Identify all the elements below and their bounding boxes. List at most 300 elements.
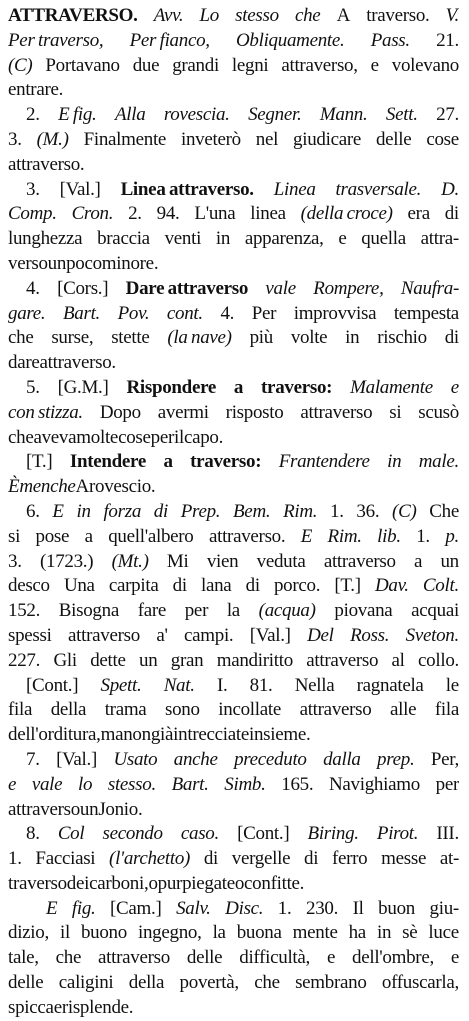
word: delle xyxy=(186,947,223,969)
text-line xyxy=(8,822,459,847)
word: un xyxy=(47,252,67,274)
word: il xyxy=(59,922,70,944)
text-line xyxy=(8,202,459,227)
word: risposto xyxy=(225,401,284,423)
word: Linea attraverso. xyxy=(120,178,254,200)
word: Rim. xyxy=(327,525,362,547)
word: 152. xyxy=(8,600,41,622)
text-line xyxy=(8,227,459,252)
section-number: 3. xyxy=(26,178,40,200)
word: si xyxy=(389,401,402,423)
word: Mi xyxy=(166,550,189,572)
word: Lo xyxy=(199,5,219,26)
word: Intendere xyxy=(69,451,146,473)
word: rischio xyxy=(377,327,427,349)
word: Mann. xyxy=(319,104,368,126)
word: Bisogna xyxy=(58,600,119,622)
section-number: 2. xyxy=(26,104,40,126)
word: secondo xyxy=(102,823,163,845)
word: delle xyxy=(375,128,412,150)
word: in xyxy=(215,228,231,250)
word: acquai xyxy=(411,600,459,622)
word: entrare. xyxy=(8,79,64,101)
word: a' xyxy=(156,624,168,646)
word: attraverso xyxy=(98,947,170,969)
word: stesso xyxy=(235,5,279,26)
word: Dopo xyxy=(99,401,141,423)
word: vien xyxy=(206,550,239,572)
word: 3. xyxy=(8,550,22,572)
text-line xyxy=(8,574,459,599)
word: di xyxy=(153,500,168,522)
word: attra- xyxy=(420,228,459,250)
word: più xyxy=(249,327,273,349)
text-line xyxy=(8,674,459,699)
word: 1. xyxy=(8,848,22,870)
text-line xyxy=(8,624,459,649)
text-line xyxy=(8,723,459,748)
word: E fig. xyxy=(58,104,97,126)
word: ma xyxy=(100,724,124,746)
word: difficultà, xyxy=(239,947,310,969)
word: Rispondere xyxy=(126,376,217,398)
word: di xyxy=(304,848,319,870)
word: preceduto xyxy=(234,748,307,770)
word: lo xyxy=(77,773,93,795)
word: di xyxy=(444,327,459,349)
word: E xyxy=(52,500,64,522)
word: Nella xyxy=(294,674,335,696)
word: collo. xyxy=(418,649,459,671)
word: dalla xyxy=(323,748,361,770)
word: Nat. xyxy=(163,674,195,696)
word: traverso: xyxy=(190,451,262,473)
word: volte xyxy=(290,327,328,349)
word: cose xyxy=(118,426,151,448)
word: messe xyxy=(381,848,427,870)
word: già xyxy=(150,724,174,746)
word: surse, xyxy=(51,327,94,349)
word: e xyxy=(338,228,347,250)
word: attraverso xyxy=(8,798,80,820)
word: attraverso xyxy=(323,550,396,572)
text-line xyxy=(8,773,459,798)
word: venti xyxy=(164,228,202,250)
word: legni xyxy=(231,54,269,76)
word: buon xyxy=(378,897,415,919)
word: mente xyxy=(292,922,338,944)
word: per xyxy=(150,426,174,448)
word: quell'albero xyxy=(108,525,194,547)
word: prep. xyxy=(377,748,415,770)
text-line xyxy=(8,649,459,674)
word: avermi xyxy=(157,401,209,423)
word: dare xyxy=(8,352,40,374)
word: per xyxy=(184,600,209,622)
word: grandi xyxy=(172,54,219,76)
word: [Val.] xyxy=(59,178,101,200)
word: tempesta xyxy=(393,302,459,324)
word: vergelle xyxy=(231,848,291,870)
word: inveterò xyxy=(181,128,241,150)
word: dell'orditura, xyxy=(8,724,101,746)
word: 81. xyxy=(249,674,273,696)
word: che xyxy=(55,947,82,969)
word: (la nave) xyxy=(167,327,232,349)
word: vale xyxy=(31,773,63,795)
word: Biring. xyxy=(307,823,359,845)
word: attraverso. xyxy=(208,525,286,547)
word: Bart. xyxy=(171,773,209,795)
word: Malamente xyxy=(350,376,433,398)
word: che xyxy=(254,972,280,994)
word: E xyxy=(300,525,313,547)
word: attraverso. xyxy=(8,153,85,175)
section-number: 8. xyxy=(26,823,40,845)
section-number: 4. xyxy=(26,277,40,299)
word: giu- xyxy=(429,897,459,919)
word: un xyxy=(440,550,459,572)
text-line xyxy=(8,178,459,203)
text-line xyxy=(8,847,459,872)
word: risplende. xyxy=(61,996,134,1018)
word: Per xyxy=(251,302,277,324)
word: di xyxy=(444,203,459,225)
word: campi. xyxy=(184,624,234,646)
section-number: 6. xyxy=(26,500,40,522)
word: Rompere, xyxy=(313,277,384,299)
word: alle xyxy=(390,699,417,721)
word: (1723.) xyxy=(39,550,94,572)
word: attraverso xyxy=(306,649,379,671)
word: stette xyxy=(111,327,150,349)
word: dette xyxy=(90,649,126,671)
word: cont. xyxy=(166,302,203,324)
word: 36. xyxy=(356,500,380,522)
word: sono xyxy=(165,699,200,721)
word: male. xyxy=(418,451,459,473)
word: Che xyxy=(429,500,459,522)
word: confitte. xyxy=(244,872,305,894)
word: che xyxy=(294,5,321,26)
word: Colt. xyxy=(422,575,459,597)
word: I. xyxy=(216,674,228,696)
section-number: 7. xyxy=(26,748,40,770)
word: caso. xyxy=(180,823,219,845)
word: III. xyxy=(436,823,459,845)
text-line xyxy=(8,475,459,500)
word: Navighiamo xyxy=(329,773,420,795)
word: Jonio. xyxy=(98,798,143,820)
headword: ATTRAVERSO. xyxy=(8,5,138,26)
word: traverso xyxy=(8,872,67,894)
word: A xyxy=(336,5,351,26)
word: Portavano xyxy=(45,54,120,76)
word: volevano xyxy=(391,54,459,76)
word: scusò xyxy=(418,401,459,423)
text-line xyxy=(8,103,459,128)
word: (acqua) xyxy=(258,600,316,622)
word: della xyxy=(50,699,87,721)
word: p. xyxy=(445,525,459,547)
word: a xyxy=(233,376,244,398)
word: il xyxy=(174,426,184,448)
word: Ross. xyxy=(350,624,390,646)
text-line xyxy=(8,153,459,178)
word: [Val.] xyxy=(249,624,291,646)
text-line xyxy=(8,277,459,302)
word: a xyxy=(414,550,423,572)
word: [G.M.] xyxy=(57,376,109,398)
word: fila xyxy=(8,699,33,721)
word: gare. xyxy=(8,302,46,324)
word: Pirot. xyxy=(376,823,419,845)
word: Del xyxy=(307,624,334,646)
word: intrecciate xyxy=(173,724,249,746)
word: quella xyxy=(361,228,406,250)
word: Per traverso, xyxy=(8,29,104,51)
word: braccia xyxy=(97,228,150,250)
word: e xyxy=(370,54,379,76)
word: nel xyxy=(255,128,279,150)
word: È xyxy=(8,476,20,498)
word: 230. xyxy=(306,897,339,919)
text-line xyxy=(8,252,459,277)
word: 1. xyxy=(416,525,430,547)
word: Linea xyxy=(273,178,316,200)
word: Rim. xyxy=(283,500,318,522)
word: 165. xyxy=(281,773,314,795)
word: Comp. xyxy=(8,203,57,225)
word: tale, xyxy=(8,947,39,969)
text-line xyxy=(8,4,459,29)
word: Usato xyxy=(113,748,158,770)
word: buono xyxy=(80,922,127,944)
word: Facciasi xyxy=(35,848,96,870)
word: Dare attraverso xyxy=(125,277,249,299)
word: aveva xyxy=(33,426,77,448)
word: veduta xyxy=(256,550,306,572)
word: 227. xyxy=(8,649,41,671)
text-line xyxy=(8,550,459,575)
word: Avv. xyxy=(153,5,184,26)
text-line xyxy=(8,29,459,54)
word: trama xyxy=(104,699,147,721)
word: attraverso xyxy=(299,699,372,721)
word: Salv. xyxy=(176,897,211,919)
word: carboni, xyxy=(89,872,149,894)
word: e xyxy=(326,947,336,969)
word: non xyxy=(123,724,151,746)
word: delle xyxy=(8,972,44,994)
text-line xyxy=(8,921,459,946)
word: E xyxy=(46,897,58,919)
word: ha xyxy=(348,922,366,944)
word: [Cors.] xyxy=(57,277,109,299)
word: vale xyxy=(265,277,296,299)
word: le xyxy=(445,674,459,696)
text-line xyxy=(8,401,459,426)
text-line xyxy=(8,897,459,922)
word: con stizza. xyxy=(8,401,83,423)
text-line xyxy=(8,326,459,351)
word: D. xyxy=(441,178,459,200)
word: Simb. xyxy=(224,773,266,795)
text-line xyxy=(8,872,459,897)
word: Bart. xyxy=(62,302,100,324)
text-line xyxy=(8,426,459,451)
word: Per, xyxy=(430,748,459,770)
word: sembrano xyxy=(295,972,367,994)
word: ferro xyxy=(331,848,368,870)
word: era xyxy=(407,203,430,225)
word: attraverso, xyxy=(281,54,358,76)
word: Bem. xyxy=(233,500,271,522)
word: e xyxy=(53,996,62,1018)
word: rovescia. xyxy=(163,104,230,126)
word: Frantendere xyxy=(278,451,370,473)
word: Obliquamente. xyxy=(235,29,345,51)
word: piegate xyxy=(182,872,235,894)
word: lunghezza xyxy=(8,228,83,250)
word: [T.] xyxy=(26,451,53,473)
word: (Mt.) xyxy=(111,550,149,572)
word: in xyxy=(76,500,91,522)
word: 21. xyxy=(436,29,459,51)
word: incollate xyxy=(218,699,281,721)
word: di xyxy=(203,848,219,870)
word: Pov. xyxy=(117,302,150,324)
word: [Val.] xyxy=(56,748,98,770)
word: povertà, xyxy=(179,972,239,994)
word: (della croce) xyxy=(300,203,393,225)
word: [Cont.] xyxy=(26,674,79,696)
word: un xyxy=(79,798,99,820)
word: 27. xyxy=(436,104,459,126)
word: Col xyxy=(57,823,85,845)
word: 94. xyxy=(156,203,180,225)
word: della xyxy=(128,972,165,994)
word: cose xyxy=(426,128,459,150)
word: a xyxy=(163,451,173,473)
word: [T.] xyxy=(334,575,361,597)
word: V. xyxy=(445,5,459,26)
word: porco. xyxy=(273,575,321,597)
word: desco xyxy=(8,575,50,597)
word: a xyxy=(84,525,93,547)
word: improvvisa xyxy=(293,302,377,324)
word: Alla xyxy=(114,104,146,126)
word: rovescio. xyxy=(88,476,156,498)
text-line xyxy=(8,798,459,823)
word: Una xyxy=(63,575,95,597)
word: piovana xyxy=(334,600,393,622)
word: la xyxy=(212,922,226,944)
word: minore. xyxy=(101,252,159,274)
word: spessi xyxy=(8,624,52,646)
word: 3. xyxy=(8,128,22,150)
word: carpita xyxy=(108,575,159,597)
word: insieme. xyxy=(248,724,311,746)
word: [Cont.] xyxy=(237,823,290,845)
word: 2. xyxy=(128,203,142,225)
word: caligini xyxy=(58,972,114,994)
text-line xyxy=(8,971,459,996)
word: 1. xyxy=(330,500,344,522)
text-line xyxy=(8,748,459,773)
word: che xyxy=(8,327,34,349)
word: due xyxy=(132,54,160,76)
word: di xyxy=(172,575,187,597)
word: 1. xyxy=(277,897,292,919)
word: dei xyxy=(66,872,90,894)
word: lana xyxy=(201,575,232,597)
text-line xyxy=(8,376,459,401)
word: fila xyxy=(434,699,459,721)
word: trasversale. xyxy=(335,178,422,200)
word: gran xyxy=(170,649,204,671)
text-line xyxy=(8,996,459,1021)
text-line xyxy=(8,78,459,103)
word: Per fianco, xyxy=(129,29,210,51)
word: al xyxy=(391,649,405,671)
word: forza xyxy=(103,500,142,522)
word: Prep. xyxy=(180,500,221,522)
word: Cron. xyxy=(71,203,114,225)
word: at- xyxy=(439,848,459,870)
word: o xyxy=(234,872,245,894)
word: sè xyxy=(402,922,418,944)
word: di xyxy=(245,575,260,597)
word: (C) xyxy=(392,500,417,522)
word: traverso. xyxy=(366,5,430,26)
word: e xyxy=(8,773,17,795)
word: Disc. xyxy=(225,897,264,919)
word: L'una xyxy=(194,203,236,225)
word: fig. xyxy=(71,897,96,919)
text-line xyxy=(8,525,459,550)
word: offuscarla, xyxy=(381,972,459,994)
text-line xyxy=(8,698,459,723)
word: attraverso. xyxy=(39,352,116,374)
word: la xyxy=(226,600,240,622)
word: verso xyxy=(8,252,48,274)
word: in xyxy=(376,922,392,944)
word: pose xyxy=(35,525,70,547)
word: Pass. xyxy=(370,29,410,51)
word: traverso: xyxy=(261,376,333,398)
word: dizio, xyxy=(8,922,49,944)
word: un xyxy=(139,649,158,671)
word: men xyxy=(19,476,51,498)
word: Segner. xyxy=(248,104,302,126)
word: mandiritto xyxy=(216,649,293,671)
word: (l'archetto) xyxy=(109,848,191,870)
word: attraverso xyxy=(300,401,373,423)
word: per xyxy=(435,773,459,795)
word: Gli xyxy=(53,649,77,671)
word: che xyxy=(50,476,76,498)
word: (M.) xyxy=(36,128,69,150)
text-line xyxy=(8,54,459,79)
text-line xyxy=(8,128,459,153)
word: Dav. xyxy=(374,575,409,597)
word: poco xyxy=(66,252,102,274)
word: in xyxy=(387,451,402,473)
word: 4. xyxy=(220,302,235,324)
word: capo. xyxy=(183,426,224,448)
word: ragnatela xyxy=(356,674,424,696)
